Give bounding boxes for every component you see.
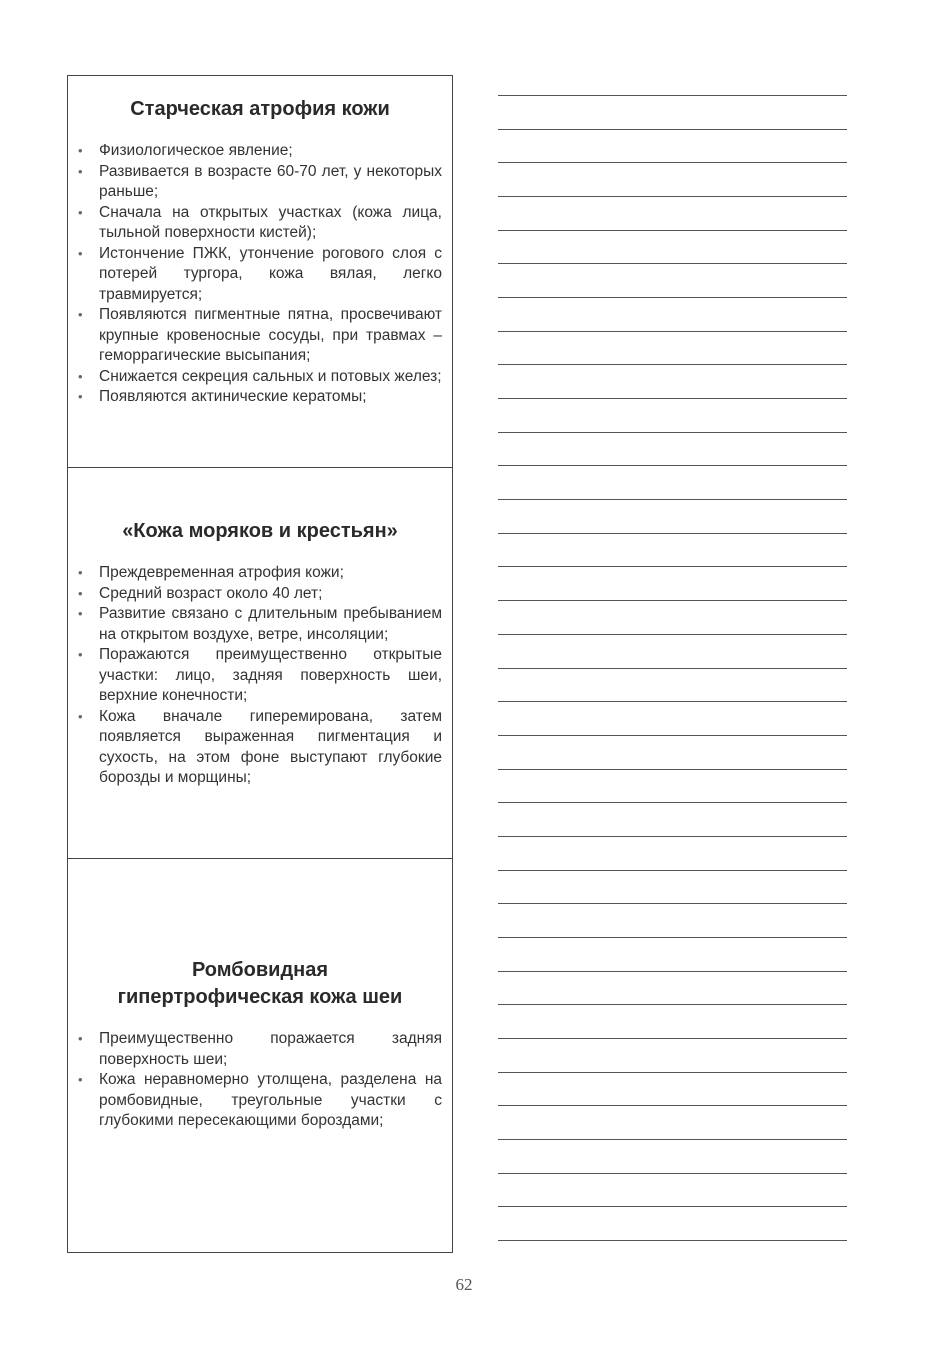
note-line — [498, 465, 847, 466]
section-title: Старческая атрофия кожи — [130, 98, 390, 120]
note-line — [498, 701, 847, 702]
bullet-icon: • — [78, 143, 83, 158]
bullet-icon: • — [78, 245, 83, 261]
page-number: 62 — [455, 1275, 473, 1294]
section-title: «Кожа моряков и крестьян» — [122, 520, 398, 542]
note-line — [498, 1173, 847, 1174]
note-line — [498, 196, 847, 197]
section-title — [68, 859, 452, 1011]
note-line — [498, 1105, 847, 1106]
bullet-icon: • — [78, 204, 83, 220]
list-item: • Кожа неравномерно утолщена, разделена на ромбовидные, треугольные участки с глубокими пересекающими бороздами; — [78, 1071, 442, 1129]
note-line — [498, 1072, 847, 1073]
note-line — [498, 1038, 847, 1039]
note-line — [498, 903, 847, 904]
bullet-icon: • — [78, 565, 83, 580]
note-line — [498, 432, 847, 433]
list-item: • Физиологическое явление; — [99, 141, 442, 162]
note-line — [498, 263, 847, 264]
bullet-icon: • — [78, 1072, 83, 1087]
list-item: • Развитие связано с длительным пребыванием на открытом воздухе, ветре, инсоляции; — [78, 605, 442, 643]
note-line — [498, 802, 847, 803]
section-sailors-skin — [68, 467, 452, 858]
list-item: • Преимущественно поражается задняя поверхность шеи; — [78, 1030, 442, 1068]
list-item: • Кожа вначале гиперемирована, затем появляется выраженная пигментация и сухость, на этом фоне выступают глубокие борозды и морщины; — [78, 707, 442, 786]
list-item: • Средний возраст около 40 лет; — [99, 584, 442, 605]
ruled-note-lines — [498, 95, 847, 1245]
list-item: • Преждевременная атрофия кожи; — [99, 563, 442, 584]
note-line — [498, 1139, 847, 1140]
note-line — [498, 1004, 847, 1005]
bullet-icon: • — [78, 389, 83, 404]
bullet-icon: • — [78, 368, 83, 384]
note-line — [498, 230, 847, 231]
note-line — [498, 735, 847, 736]
section-title-line: Ромбовидная — [191, 959, 329, 981]
note-line — [498, 533, 847, 534]
list-item: • Появляются пигментные пятна, просвечивают крупные кровеносные сосуды, при травмах – геморрагические высыпания; — [78, 306, 442, 364]
list-item: • Появляются актинические кератомы; — [99, 387, 442, 408]
note-line — [498, 668, 847, 669]
bullet-icon: • — [78, 1031, 83, 1046]
list-item: • Развивается в возрасте 60-70 лет, у некоторых раньше; — [78, 162, 442, 200]
bullet-list — [68, 1029, 452, 1132]
bullet-icon: • — [78, 585, 83, 601]
note-line — [498, 566, 847, 567]
list-item: • Поражаются преимущественно открытые участки: лицо, задняя поверхность шеи, верхние конечности; — [78, 646, 442, 704]
note-line — [498, 162, 847, 163]
bullet-icon: • — [78, 708, 83, 724]
note-line — [498, 398, 847, 399]
notes-box — [67, 75, 453, 1253]
note-line — [498, 331, 847, 332]
note-line — [498, 870, 847, 871]
note-line — [498, 129, 847, 130]
note-line — [498, 836, 847, 837]
note-line — [498, 971, 847, 972]
list-item: • Снижается секреция сальных и потовых желез; — [99, 367, 442, 388]
bullet-list — [68, 563, 452, 789]
bullet-icon: • — [78, 307, 83, 322]
note-line — [498, 769, 847, 770]
note-line — [498, 600, 847, 601]
note-line — [498, 297, 847, 298]
note-line — [498, 95, 847, 96]
note-line — [498, 1206, 847, 1207]
list-item: • Истончение ПЖК, утончение рогового слоя с потерей тургора, кожа вялая, легко травмируется; — [78, 244, 442, 303]
bullet-icon: • — [78, 163, 83, 179]
note-line — [498, 364, 847, 365]
note-line — [498, 937, 847, 938]
bullet-icon: • — [78, 647, 83, 662]
section-rhomboid-neck — [68, 858, 452, 1253]
bullet-icon: • — [78, 606, 83, 621]
note-line — [498, 1240, 847, 1241]
section-title-line: гипертрофическая кожа шеи — [117, 986, 403, 1008]
note-line — [498, 634, 847, 635]
list-item: • Сначала на открытых участках (кожа лица, тыльной поверхности кистей); — [78, 203, 442, 241]
section-senile-atrophy — [68, 76, 452, 467]
bullet-list — [68, 141, 452, 408]
note-line — [498, 499, 847, 500]
